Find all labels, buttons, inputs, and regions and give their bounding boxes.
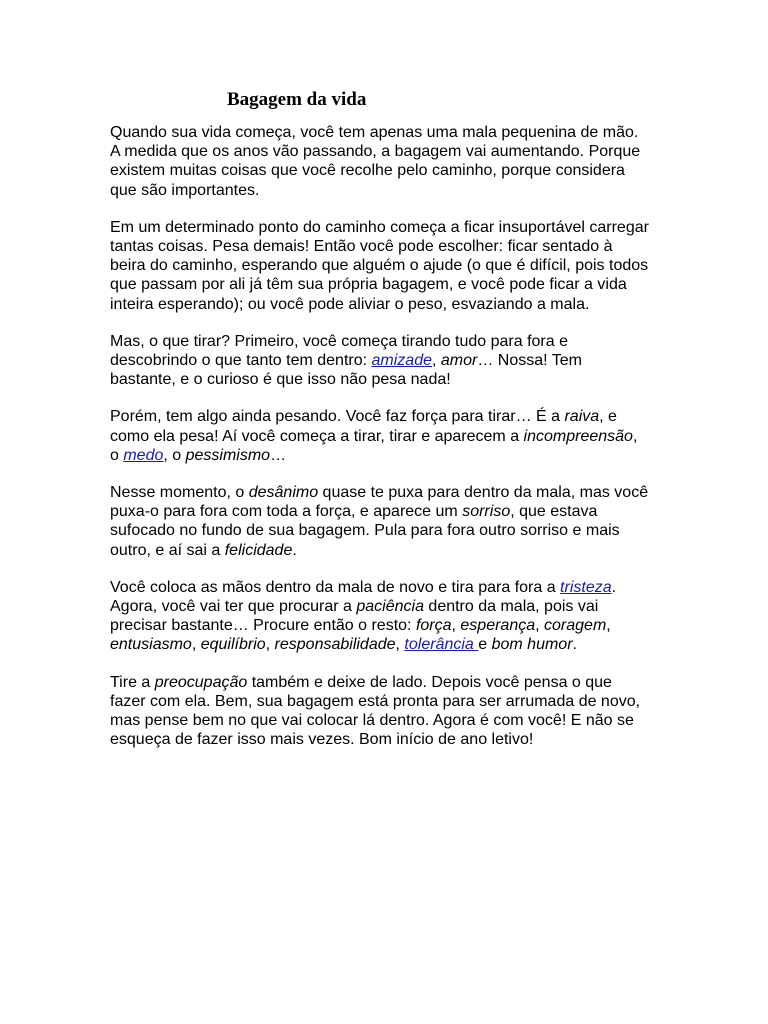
paragraph-text: dentro da mala, pois vai precisar bastante… Procure então o resto: [110,598,599,635]
document-page [110,88,650,767]
paragraph-text: , [535,617,545,635]
paragraph-text: e [478,636,492,654]
italic-text: paciência [356,598,424,616]
italic-text: amor [440,352,478,370]
italic-text: sorriso [462,503,511,521]
paragraph-text: . [572,636,577,654]
italic-text: raiva [564,408,600,426]
italic-text: preocupação [154,673,248,691]
paragraph-text: , e como ela pesa! Aí você começa a tirar, tirar e aparecem a [110,408,617,445]
italic-text: entusiasmo [110,636,192,654]
paragraph [110,483,650,560]
paragraph [110,123,650,200]
paragraph-text: , o [110,427,638,464]
paragraph-text: Nesse momento, o [110,484,249,502]
paragraph-text: , o [163,446,186,464]
inline-link[interactable]: amizade [371,352,432,370]
paragraph-text: Mas, o que tirar? Primeiro, você começa tirando tudo para fora e descobrindo o que tanto tem dentro: [110,332,568,370]
inline-link[interactable]: medo [123,446,164,464]
paragraph-text: quase te puxa para dentro da mala, mas você puxa-o para fora com toda a força, e aparece um [110,484,649,521]
paragraph-text: … [270,446,287,464]
italic-text: felicidade [224,541,293,559]
italic-text: incompreensão [523,427,633,445]
italic-text: desânimo [248,484,319,502]
italic-text: equilíbrio [200,636,266,654]
document-title: Bagagem da vida [227,89,367,110]
paragraph-text: , [606,617,611,635]
paragraph [110,332,650,390]
paragraph [110,218,650,314]
paragraph-text: , [432,352,441,370]
paragraph [110,578,650,655]
paragraph-text: , [265,636,275,654]
italic-text: esperança [460,617,536,635]
paragraph [110,407,650,465]
paragraph-text: , que estava sufocado no fundo de sua bagagem. Pula para fora outro sorriso e mais outro, e aí sai a [110,503,620,559]
paragraph-text: Tire a [110,673,155,691]
italic-text: bom humor [491,636,573,654]
paragraph-text: também e deixe de lado. Depois você pensa o que fazer com ela. Bem, sua bagagem está pronta para ser arrumada de novo, mas pense bem no que vai colocar lá dentro. Agora é com você! E não se esqueça de fazer isso mais vezes. Bom início de ano letivo! [110,673,641,749]
paragraph-text: Quando sua vida começa, você tem apenas uma mala pequenina de mão. A medida que os anos vão passando, a bagagem vai aumentando. Porque existem muitas coisas que você recolhe pelo caminho, porque considera que são importantes. [110,124,641,199]
italic-text: força [415,617,452,635]
document-body [110,123,650,749]
inline-link[interactable]: tristeza [560,578,612,596]
paragraph-text: … Nossa! Tem bastante, e o curioso é que isso não pesa nada! [110,352,582,389]
paragraph-text: Você coloca as mãos dentro da mala de novo e tira para fora a [110,578,561,596]
paragraph [110,673,650,750]
italic-text: pessimismo [185,446,271,464]
paragraph-text: , [395,636,405,654]
italic-text: coragem [544,617,607,635]
paragraph-text: . [292,541,297,559]
italic-text: responsabilidade [274,636,396,654]
paragraph-text: Porém, tem algo ainda pesando. Você faz força para tirar… É a [110,408,565,426]
paragraph-text: , [191,636,201,654]
paragraph-text: , [451,617,461,635]
paragraph-text: . Agora, você vai ter que procurar a [110,578,617,616]
inline-link[interactable]: tolerância [404,636,479,654]
paragraph-text: Em um determinado ponto do caminho começa a ficar insuportável carregar tantas coisas. Pesa demais! Então você pode escolher: ficar sentado à beira do caminho, esperando que alguém o ajude (o que é difícil, pois todos que passam por ali já têm sua própria bagagem, e você pode ficar a vida inteira esperando); ou você pode aliviar o peso, esvaziando a mala. [110,218,649,313]
